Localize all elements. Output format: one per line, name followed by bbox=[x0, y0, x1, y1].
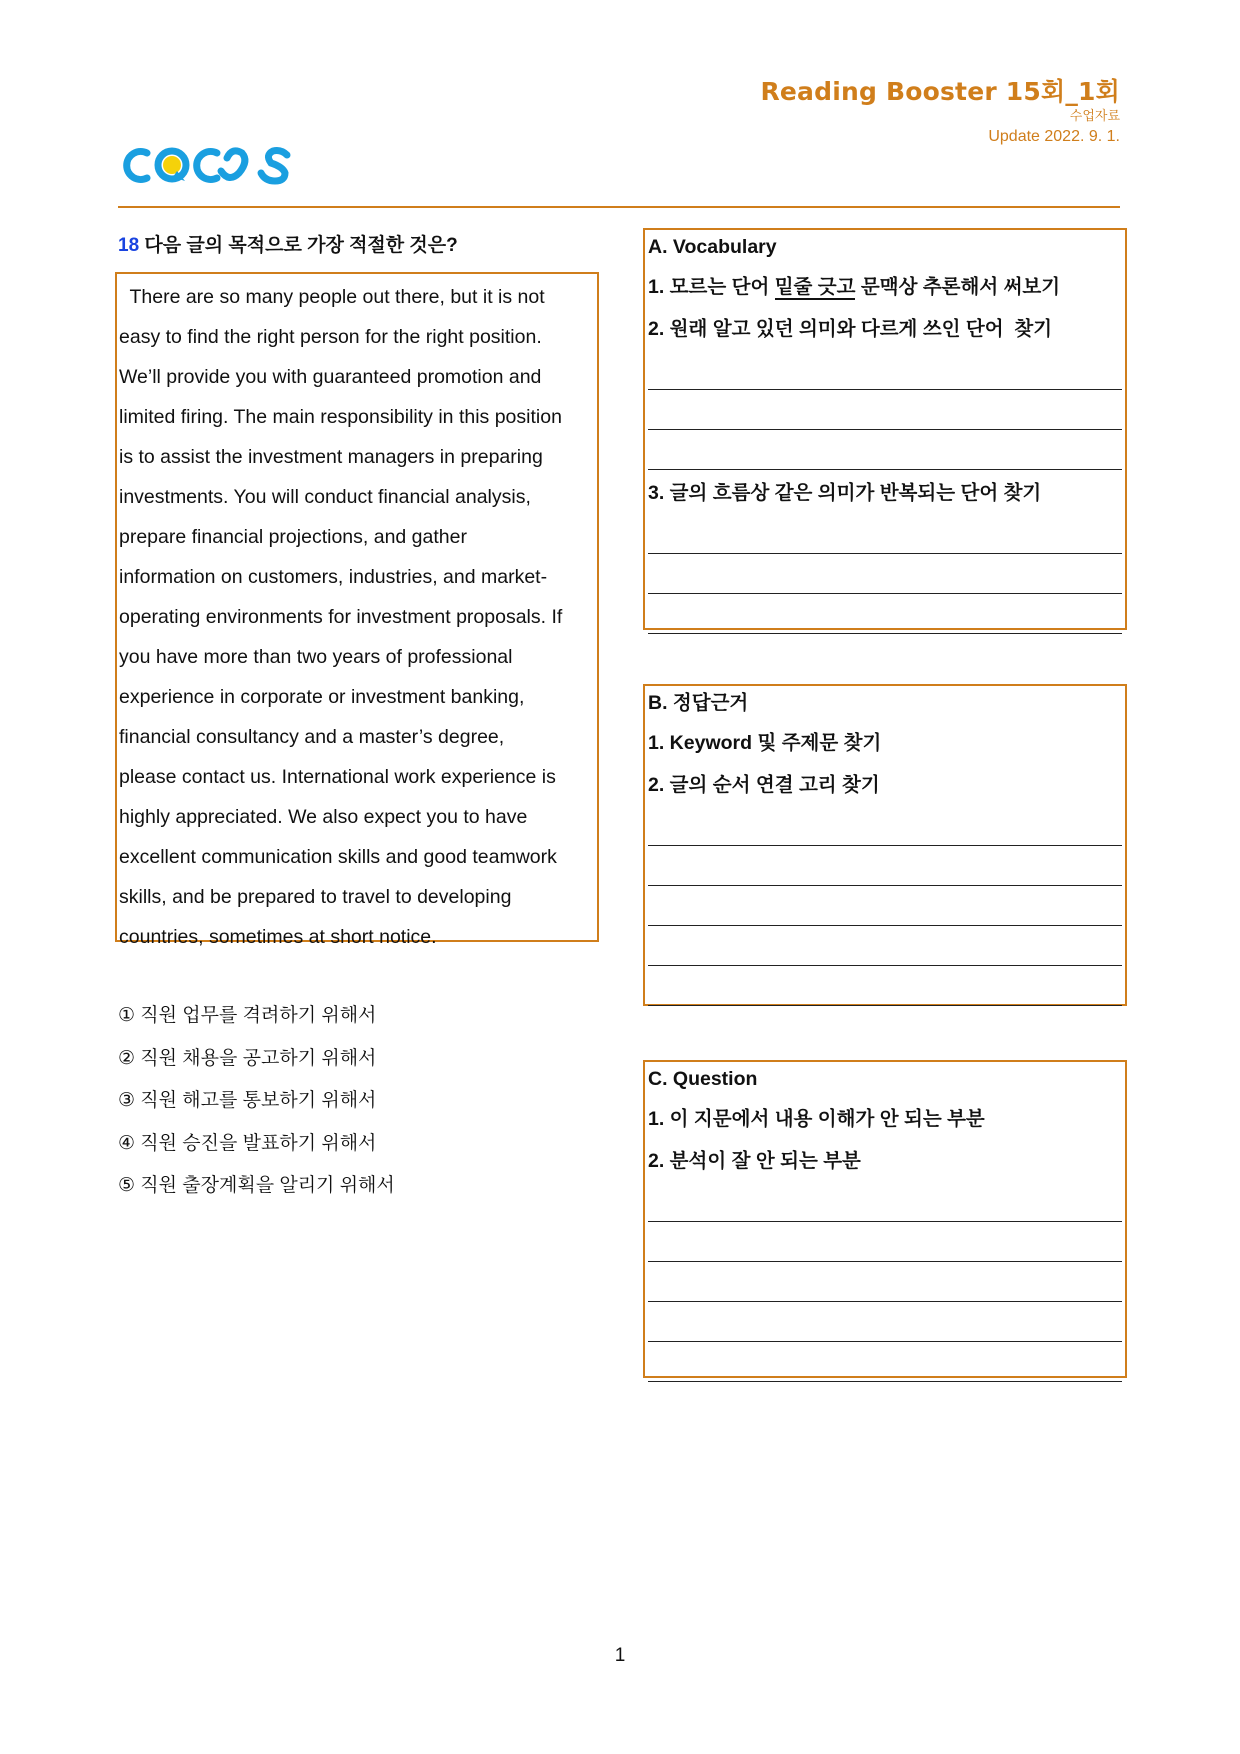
answer-line[interactable] bbox=[648, 1302, 1122, 1342]
question-box-item-2: 2. 분석이 잘 안 되는 부분 bbox=[648, 1150, 861, 1172]
vocabulary-heading: A. Vocabulary bbox=[648, 236, 777, 258]
passage-line: There are so many people out there, but it is not bbox=[119, 286, 545, 308]
page-number: 1 bbox=[614, 1645, 626, 1666]
item-text: 문맥상 추론해서 써보기 bbox=[855, 276, 1061, 298]
answer-line[interactable] bbox=[648, 806, 1122, 846]
question-text: 다음 글의 목적으로 가장 적절한 것은? bbox=[144, 235, 458, 256]
document-title: Reading Booster 15회_1회 bbox=[760, 77, 1120, 106]
document-subtitle: 수업자료 bbox=[1069, 108, 1120, 123]
answer-line[interactable] bbox=[648, 1222, 1122, 1262]
passage-line: is to assist the investment managers in preparing bbox=[119, 446, 543, 468]
answer-line[interactable] bbox=[648, 1262, 1122, 1302]
answer-line[interactable] bbox=[648, 846, 1122, 886]
vocabulary-item-1 bbox=[648, 266, 1122, 308]
choice-4: ④ 직원 승진을 발표하기 위해서 bbox=[118, 1132, 377, 1154]
item-text: 1. 모르는 단어 bbox=[648, 276, 775, 298]
passage-line: operating environments for investment proposals. If bbox=[119, 606, 563, 628]
passage-line: highly appreciated. We also expect you to have bbox=[119, 806, 528, 828]
vocabulary-item-2: 2. 원래 알고 있던 의미와 다르게 쓰인 단어 찾기 bbox=[648, 318, 1053, 340]
passage-line: prepare financial projections, and gather bbox=[119, 526, 467, 548]
answer-line[interactable] bbox=[648, 926, 1122, 966]
passage-box bbox=[115, 272, 599, 948]
passage-line: We’ll provide you with guaranteed promotion and bbox=[119, 366, 542, 388]
cocos-logo-icon bbox=[117, 143, 297, 188]
answer-line[interactable] bbox=[648, 1182, 1122, 1222]
answer-basis-item-2: 2. 글의 순서 연결 고리 찾기 bbox=[648, 774, 880, 796]
answer-line[interactable] bbox=[648, 430, 1122, 470]
vocabulary-box bbox=[643, 228, 1127, 630]
answer-line[interactable] bbox=[648, 594, 1122, 634]
question-number: 18 bbox=[118, 235, 140, 256]
vocabulary-item-3: 3. 글의 흐름상 같은 의미가 반복되는 단어 찾기 bbox=[648, 482, 1042, 504]
passage-line: excellent communication skills and good teamwork bbox=[119, 846, 557, 868]
answer-basis-item-1: 1. Keyword 및 주제문 찾기 bbox=[648, 732, 882, 754]
question-prompt bbox=[118, 230, 458, 257]
passage-line: financial consultancy and a master’s degree, bbox=[119, 726, 505, 748]
passage-line: limited firing. The main responsibility in this position bbox=[119, 406, 562, 428]
choice-2: ② 직원 채용을 공고하기 위해서 bbox=[118, 1047, 377, 1069]
answer-basis-box bbox=[643, 684, 1127, 1006]
answer-line[interactable] bbox=[648, 554, 1122, 594]
passage-line: skills, and be prepared to travel to developing bbox=[119, 886, 512, 908]
passage-line: please contact us. International work experience is bbox=[119, 766, 556, 788]
answer-line[interactable] bbox=[648, 514, 1122, 554]
answer-line[interactable] bbox=[648, 886, 1122, 926]
update-date: Update 2022. 9. 1. bbox=[988, 128, 1120, 145]
passage-line: information on customers, industries, and market- bbox=[119, 566, 548, 588]
passage-line: easy to find the right person for the right position. bbox=[119, 326, 542, 348]
passage-line: experience in corporate or investment banking, bbox=[119, 686, 525, 708]
underlined-text: 밑줄 긋고 bbox=[774, 276, 856, 298]
answer-line[interactable] bbox=[648, 390, 1122, 430]
choice-1: ① 직원 업무를 격려하기 위해서 bbox=[118, 1005, 377, 1026]
question-box-heading: C. Question bbox=[648, 1068, 758, 1090]
passage-line: countries, sometimes at short notice. bbox=[119, 926, 437, 948]
answer-line[interactable] bbox=[648, 350, 1122, 390]
header-divider bbox=[118, 206, 1120, 208]
answer-line[interactable] bbox=[648, 1342, 1122, 1382]
answer-basis-heading: B. 정답근거 bbox=[648, 692, 749, 714]
question-box bbox=[643, 1060, 1127, 1378]
passage-line: you have more than two years of professional bbox=[119, 646, 513, 668]
cocos-logo bbox=[117, 143, 297, 188]
question-box-item-1: 1. 이 지문에서 내용 이해가 안 되는 부분 bbox=[648, 1108, 985, 1130]
answer-line[interactable] bbox=[648, 966, 1122, 1006]
passage-line: investments. You will conduct financial analysis, bbox=[119, 486, 531, 508]
choice-3: ③ 직원 해고를 통보하기 위해서 bbox=[118, 1090, 377, 1111]
answer-choices bbox=[118, 995, 395, 1208]
choice-5: ⑤ 직원 출장계획을 알리기 위해서 bbox=[118, 1175, 395, 1196]
